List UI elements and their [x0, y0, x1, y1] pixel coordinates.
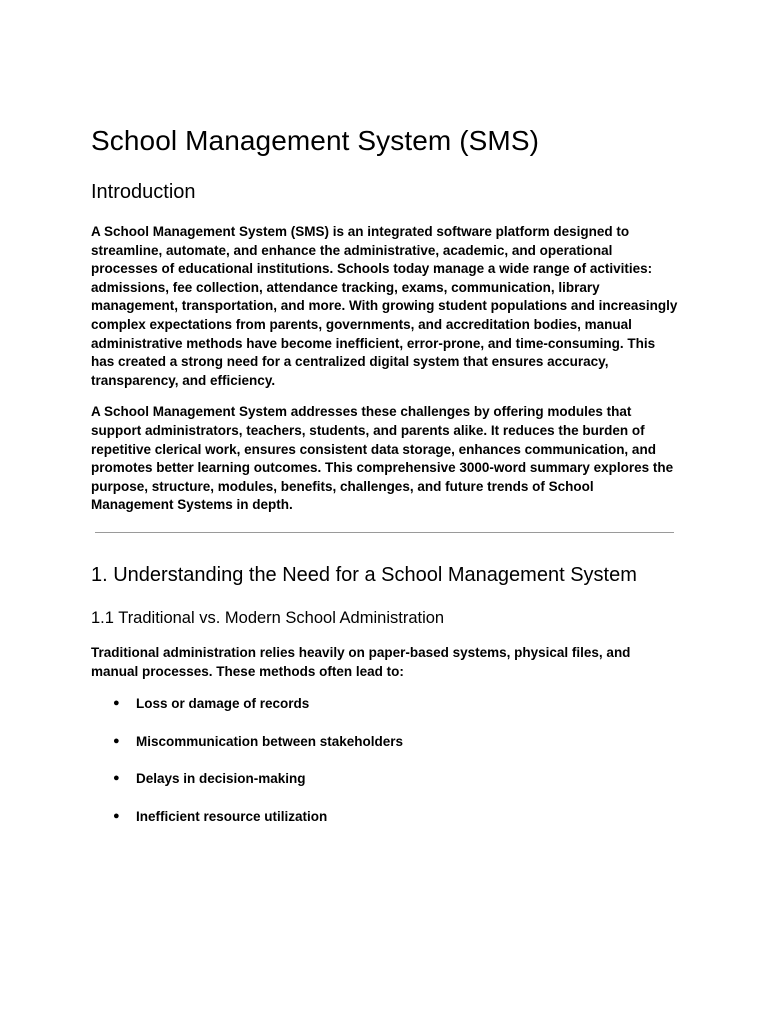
subsection-1-1-paragraph: Traditional administration relies heavily on paper-based systems, physical files, and manual processes. These methods often lead to:	[91, 644, 631, 679]
bullet-icon: ●	[113, 809, 120, 822]
introduction-paragraph-2: A School Management System addresses these challenges by offering modules that support administrators, teachers, students, and parents alike. It reduces the burden of repetitive clerical work, ensures consistent data storage, enhances communication, and promotes better learning outcomes. This comprehensive 3000-word summary explores the purpose, structure, modules, benefits, challenges, and future trends of School Management Systems in depth.	[91, 404, 674, 513]
bullet-icon: ●	[113, 734, 120, 747]
section-divider	[95, 532, 674, 533]
problems-list	[91, 694, 678, 826]
subsection-1-1-heading: 1.1 Traditional vs. Modern School Administration	[91, 608, 445, 627]
introduction-paragraph-1: A School Management System (SMS) is an integrated software platform designed to streamline, automate, and enhance the administrative, academic, and operational processes of educational institutions. Schools today manage a wide range of activities: admissions, fee collection, attendance tracking, exams, communication, library management, transportation, and more. With growing student populations and increasingly complex expectations from parents, governments, and accreditation bodies, manual administrative methods have become inefficient, error-prone, and time-consuming. This has created a strong need for a centralized digital system that ensures accuracy, transparency, and efficiency.	[91, 224, 678, 388]
list-item-text: Loss or damage of records	[136, 696, 310, 712]
list-item	[91, 807, 678, 826]
list-item	[91, 769, 678, 788]
list-item-text: Inefficient resource utilization	[136, 808, 328, 824]
section-1-heading: 1. Understanding the Need for a School Management System	[91, 563, 637, 586]
list-item-text: Miscommunication between stakeholders	[136, 733, 404, 749]
list-item-text: Delays in decision-making	[136, 771, 306, 787]
document-title: School Management System (SMS)	[91, 125, 540, 156]
bullet-icon: ●	[113, 697, 120, 710]
introduction-heading: Introduction	[91, 181, 196, 203]
bullet-icon: ●	[113, 772, 120, 785]
list-item	[91, 694, 678, 713]
list-item	[91, 732, 678, 751]
